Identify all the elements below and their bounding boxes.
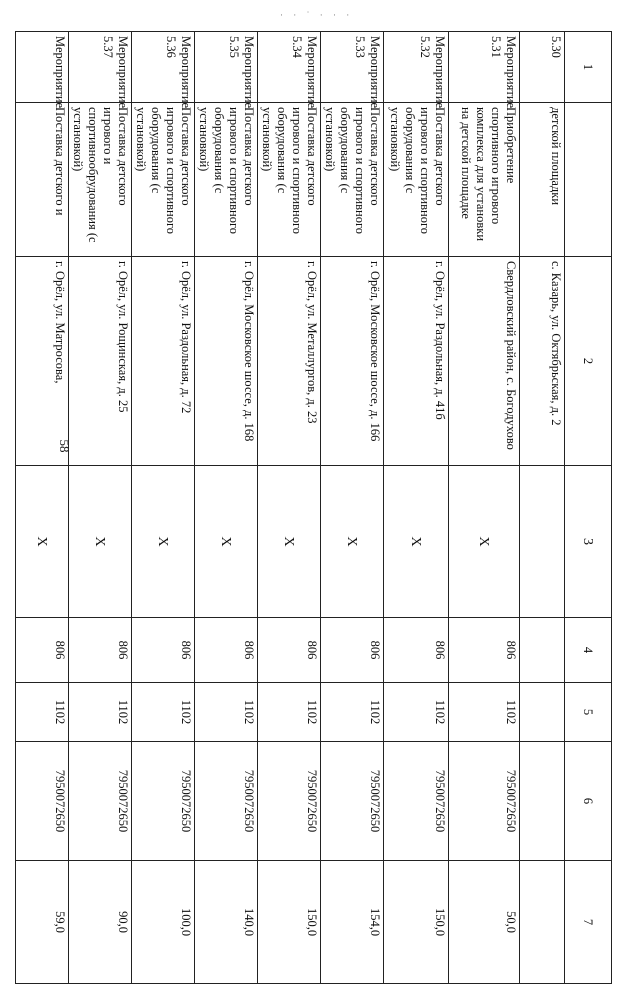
table-row	[321, 32, 384, 984]
amount-cell: 50,0	[449, 861, 520, 984]
amount-cell: 59,0	[16, 861, 69, 984]
amount-cell: 150,0	[384, 861, 449, 984]
address-cell: г. Орёл, Московское шоссе, д. 166	[321, 257, 384, 466]
mark-cell: Х	[195, 466, 258, 618]
code-cell: 806	[449, 618, 520, 683]
code-cell: 806	[132, 618, 195, 683]
mark-cell: Х	[132, 466, 195, 618]
header-cell	[565, 103, 612, 257]
address-cell: г. Орёл, Московское шоссе, д. 168	[195, 257, 258, 466]
measure-name-cell: Приобретение спортивного игрового комплекса для установки на детской площадке	[449, 103, 520, 257]
address-cell: с. Казарь, ул. Октябрьская, д. 2	[520, 257, 565, 466]
address-cell: г. Орёл, ул. Раздольная, д. 41б	[384, 257, 449, 466]
target-article-cell: 7950072650	[384, 742, 449, 861]
measure-name-cell: Поставка детского игрового и спортивного оборудования (с установкой)	[321, 103, 384, 257]
measure-name-cell: Поставка детского игрового и спортивного оборудования (с установкой)	[195, 103, 258, 257]
table-row	[132, 32, 195, 984]
amount-cell: 154,0	[321, 861, 384, 984]
code-cell: 806	[195, 618, 258, 683]
scan-artifact: · · ˙ · · ·	[280, 10, 354, 20]
target-article-cell: 7950072650	[16, 742, 69, 861]
section-cell: 1102	[258, 683, 321, 742]
target-article-cell	[520, 742, 565, 861]
section-cell	[520, 683, 565, 742]
section-cell: 1102	[16, 683, 69, 742]
address-cell: Свердловский район, с. Богодухово	[449, 257, 520, 466]
code-cell: 806	[384, 618, 449, 683]
target-article-cell: 7950072650	[449, 742, 520, 861]
header-cell: 2	[565, 257, 612, 466]
code-cell: 806	[321, 618, 384, 683]
target-article-cell: 7950072650	[195, 742, 258, 861]
code-cell: 806	[258, 618, 321, 683]
section-cell: 1102	[195, 683, 258, 742]
amount-cell: 100,0	[132, 861, 195, 984]
table-row	[520, 32, 565, 984]
address-cell: г. Орёл, ул. Матросова,	[16, 257, 69, 466]
table-row	[258, 32, 321, 984]
header-cell: 7	[565, 861, 612, 984]
mark-cell: Х	[449, 466, 520, 618]
header-cell: 1	[565, 32, 612, 103]
address-cell: г. Орёл, ул. Раздольная, д. 72	[132, 257, 195, 466]
measure-name-cell: Поставка детского игрового и спортивного оборудования (с установкой)	[132, 103, 195, 257]
mark-cell: Х	[258, 466, 321, 618]
table-row	[16, 32, 69, 984]
measure-name-cell: Поставка детского и	[16, 103, 69, 257]
table-row	[195, 32, 258, 984]
measures-table	[15, 31, 612, 984]
address-cell: г. Орёл, ул. Рощинская, д. 25	[69, 257, 132, 466]
code-cell: 806	[69, 618, 132, 683]
table-row	[384, 32, 449, 984]
header-cell: 4	[565, 618, 612, 683]
row-number-cell: 5.30	[520, 32, 565, 103]
code-cell: 806	[16, 618, 69, 683]
table-row	[449, 32, 520, 984]
target-article-cell: 7950072650	[321, 742, 384, 861]
section-cell: 1102	[384, 683, 449, 742]
code-cell	[520, 618, 565, 683]
row-number-cell: Мероприятие 5.37	[69, 32, 132, 103]
amount-cell	[520, 861, 565, 984]
row-number-cell: Мероприятие 5.34	[258, 32, 321, 103]
row-number-cell: Мероприятие 5.31	[449, 32, 520, 103]
section-cell: 1102	[132, 683, 195, 742]
mark-cell: Х	[16, 466, 69, 618]
target-article-cell: 7950072650	[258, 742, 321, 861]
mark-cell: Х	[321, 466, 384, 618]
measure-name-cell: Поставка детского игрового и спортивного оборудования (с установкой)	[384, 103, 449, 257]
header-cell: 5	[565, 683, 612, 742]
row-number-cell: Мероприятие 5.35	[195, 32, 258, 103]
measure-name-cell: Поставка детского игрового и спортивнообрудования (с установкой)	[69, 103, 132, 257]
address-cell: г. Орёл, ул. Металлургов, д. 23	[258, 257, 321, 466]
amount-cell: 140,0	[195, 861, 258, 984]
mark-cell	[520, 466, 565, 618]
measure-name-cell: Поставка детского игрового и спортивного оборудования (с установкой)	[258, 103, 321, 257]
target-article-cell: 7950072650	[69, 742, 132, 861]
header-cell: 6	[565, 742, 612, 861]
page-number: 58	[57, 439, 72, 453]
row-number-cell: Мероприятие 5.32	[384, 32, 449, 103]
amount-cell: 150,0	[258, 861, 321, 984]
header-cell: 3	[565, 466, 612, 618]
row-number-cell: Мероприятие 5.33	[321, 32, 384, 103]
amount-cell: 90,0	[69, 861, 132, 984]
target-article-cell: 7950072650	[132, 742, 195, 861]
section-cell: 1102	[321, 683, 384, 742]
mark-cell: Х	[384, 466, 449, 618]
row-number-cell: Мероприятие 5.36	[132, 32, 195, 103]
table-header-row	[565, 32, 612, 984]
row-number-cell: Мероприятие	[16, 32, 69, 103]
section-cell: 1102	[449, 683, 520, 742]
measure-name-cell: детской площадки	[520, 103, 565, 257]
mark-cell: Х	[69, 466, 132, 618]
table-row	[69, 32, 132, 984]
section-cell: 1102	[69, 683, 132, 742]
